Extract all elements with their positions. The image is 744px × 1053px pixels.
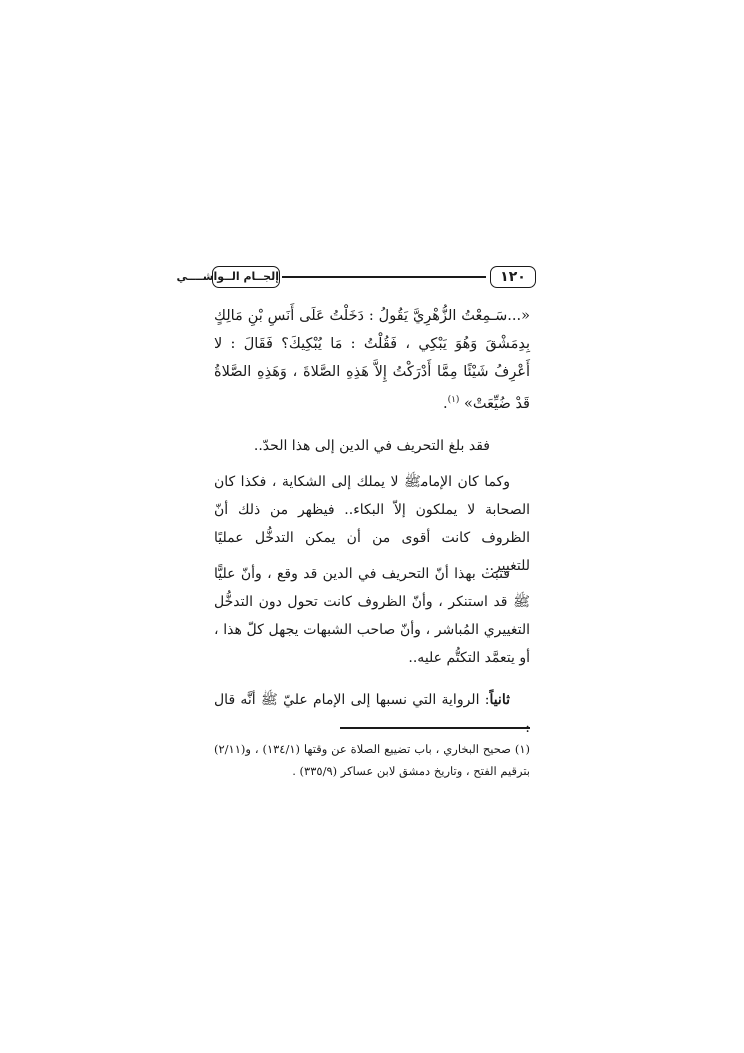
footnote-text: (١) صحيح البخاري ، باب تضييع الصلاة عن وقتها (١٣٤/١) ، و(٢/١١) بترقيم الفتح ، وتاريخ دمشق لابن عساكر (٣٣٥/٩) . (214, 742, 530, 778)
paragraph-text: فقد بلغ التحريف في الدين إلى هذا الحدّ.. (253, 438, 490, 454)
running-title: إلجــام الــواشــــي (212, 266, 280, 288)
paragraph-text: وكما كان الإمام‍ﷺ لا يملك إلى الشكاية ، فكذا كان الصحابة لا يملكون إلاّ البكاء.. فيظهر من ذلك أنّ الظروف كانت أقوى من أن يمكن التدخُّل عمليًا للتغيير.. (214, 474, 530, 574)
quote-text: «...سَـمِعْتُ الزُّهْرِيَّ يَقُولُ : دَخَلْتُ عَلَى أَنَسِ بْنِ مَالِكٍ بِدِمَشْقَ وَهُوَ يَبْكِي ، فَقُلْتُ : مَا يُبْكِيكَ؟ فَقَالَ : لا أَعْرِفُ شَيْئًا مِمَّا أَدْرَكْتُ إِلاَّ هَذِهِ الصَّلاةَ ، وَهَذِهِ الصَّلاةُ قَدْ ضُيِّعَتْ» (214, 308, 530, 412)
page-header (176, 266, 536, 288)
quote-end: . (442, 395, 448, 412)
page-number: ١٢٠ (490, 266, 536, 288)
paragraph-text (214, 686, 530, 742)
paragraph-1 (214, 432, 530, 460)
paragraph-3 (214, 560, 530, 672)
paragraph-text: فثبت بهذا أنّ التحريف في الدين قد وقع ، وأنّ عليًّا ﷺ قد استنكر ، وأنّ الظروف كانت تحول دون التدخُّل التغييري المُباشر ، وأنّ صاحب الشبهات يجهل كلّ هذا ، أو يتعمَّد التكتُّم عليه.. (214, 566, 530, 666)
section-label: ثانياً (489, 692, 510, 708)
paragraph-4 (214, 686, 530, 742)
footnote-separator (340, 727, 530, 729)
footnote-ref: (١) (447, 395, 460, 405)
section-text: : الرواية التي نسبها إلى الإمام عليّ ﷺ أنَّه قال (214, 692, 490, 708)
hadith-quote (214, 302, 530, 418)
header-rule (282, 276, 486, 278)
footnote (214, 738, 530, 782)
